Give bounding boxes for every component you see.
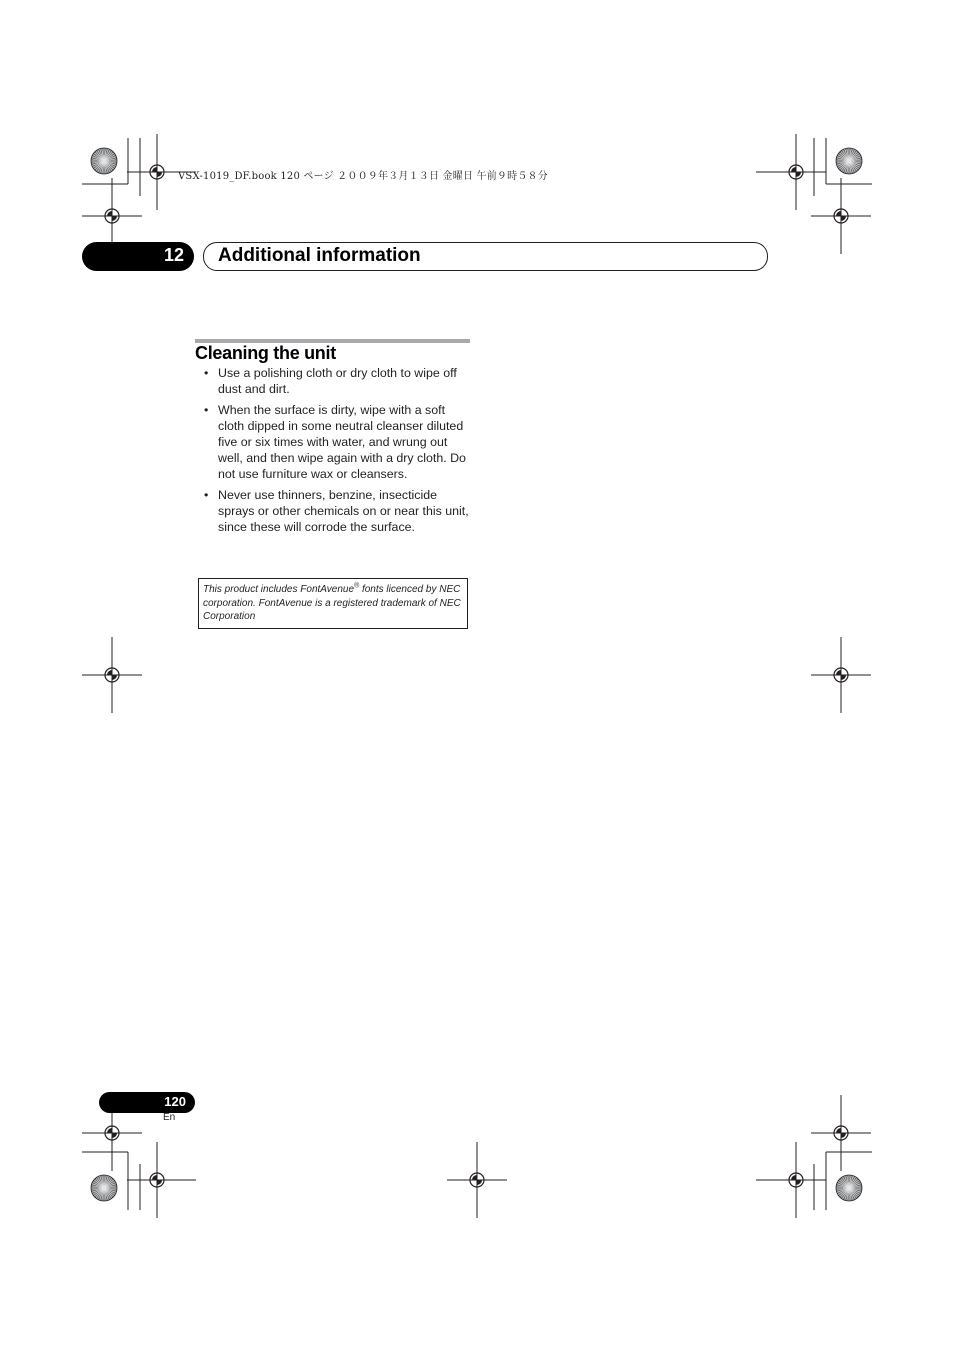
chapter-title-box: [203, 242, 768, 271]
crosshair-target-icon: [811, 637, 871, 713]
list-item-text: Use a polishing cloth or dry cloth to wipe off dust and dirt.: [218, 366, 457, 396]
print-info-line: VSX-1019_DF.book 120 ページ ２００９年３月１３日 金曜日 午前９時５８分: [178, 171, 548, 182]
page-language: En: [163, 1112, 176, 1123]
radial-starburst-icon: [836, 148, 862, 174]
crosshair-target-icon: [766, 1142, 826, 1218]
radial-starburst-icon: [91, 148, 117, 174]
list-item: [203, 402, 471, 482]
bullet-icon: •: [204, 403, 209, 417]
chapter-number-tab: [82, 242, 194, 271]
note-text-before: This product includes FontAvenue: [203, 584, 355, 595]
chapter-title: Additional information: [218, 245, 421, 266]
crosshair-target-icon: [811, 1095, 871, 1171]
registered-mark: ®: [354, 582, 360, 590]
crosshair-target-icon: [766, 134, 826, 210]
bullet-icon: •: [204, 366, 209, 380]
list-item-text: When the surface is dirty, wipe with a soft cloth dipped in some neutral cleanser diluted five or six times with water, and wrung out well, and then wipe again with a dry cloth. Do not use furniture wax or cleansers.: [218, 403, 466, 481]
crosshair-target-icon: [447, 1142, 507, 1218]
trademark-note-box: [198, 578, 468, 629]
cleaning-instructions-list: [203, 365, 471, 540]
page-number-tab: [99, 1092, 195, 1113]
radial-starburst-icon: [836, 1175, 862, 1201]
radial-starburst-icon: [91, 1175, 117, 1201]
note-text-after: fonts licenced by NEC corporation. FontAvenue is a registered trademark of NEC Corporation: [203, 584, 461, 622]
page-number: 120: [164, 1094, 186, 1109]
list-item: [203, 487, 471, 535]
list-item: [203, 365, 471, 397]
bullet-icon: •: [204, 488, 209, 502]
list-item-text: Never use thinners, benzine, insecticide sprays or other chemicals on or near this unit, since these will corrode the surface.: [218, 488, 469, 534]
crosshair-target-icon: [811, 178, 871, 254]
crosshair-target-icon: [127, 1142, 187, 1218]
trademark-note: [203, 583, 463, 624]
crosshair-target-icon: [82, 637, 142, 713]
section-heading: Cleaning the unit: [195, 343, 336, 363]
chapter-number: 12: [163, 245, 184, 265]
